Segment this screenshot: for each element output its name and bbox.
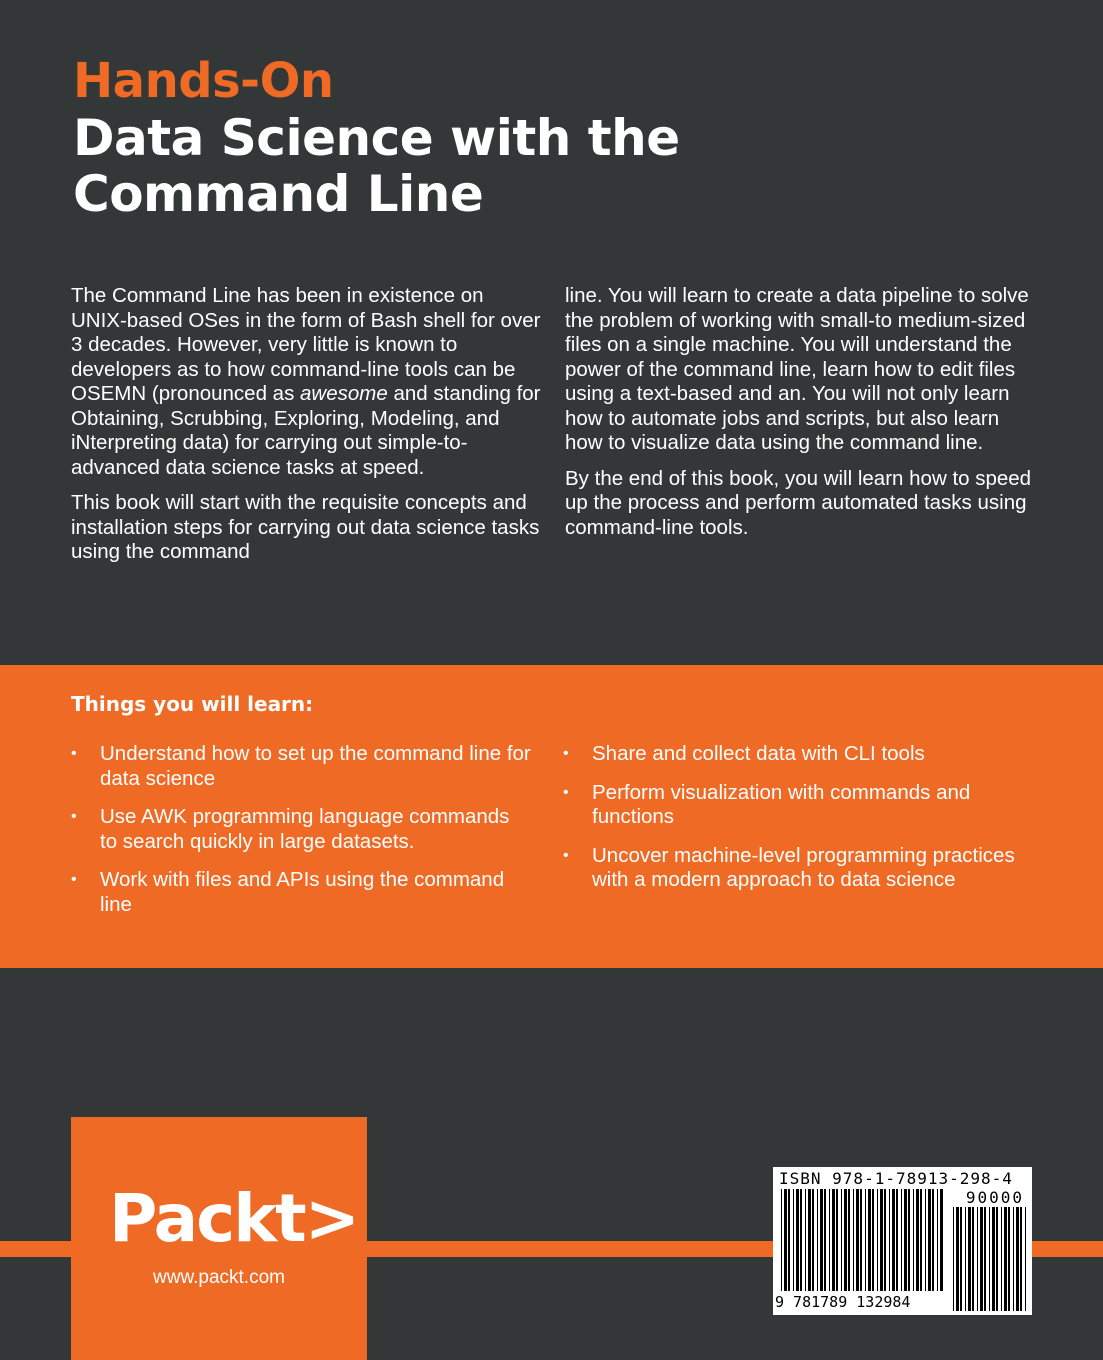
barcode-bar (781, 1189, 782, 1291)
emphasis-awesome: awesome (300, 382, 388, 405)
barcode-bar (788, 1189, 790, 1291)
barcode-bar (1016, 1207, 1019, 1311)
barcode-bar (968, 1207, 971, 1311)
barcode-bar (896, 1189, 898, 1291)
barcode-bar (960, 1207, 962, 1311)
barcode-bar (877, 1189, 878, 1291)
learn-list-left (71, 742, 531, 931)
barcode-bar (928, 1189, 931, 1291)
list-item: • Work with files and APIs using the command line (71, 868, 505, 916)
isbn-barcode (773, 1167, 1032, 1315)
list-item: • Understand how to set up the command line for data science (71, 742, 531, 790)
barcode-bar (1025, 1207, 1026, 1311)
barcode-bar (784, 1189, 787, 1291)
barcode-bar (932, 1189, 934, 1291)
bullet-icon: • (563, 745, 569, 762)
book-title-line-1: Data Science with the (73, 109, 680, 167)
barcode-bar (848, 1189, 850, 1291)
barcode-bar (977, 1207, 978, 1311)
barcode-bar (853, 1189, 854, 1291)
bullet-icon: • (563, 783, 569, 801)
publisher-logo-box (71, 1117, 367, 1360)
barcode-bar (808, 1189, 811, 1291)
barcode-bar (844, 1189, 847, 1291)
barcode-bar (992, 1207, 995, 1311)
barcode-bar (812, 1189, 814, 1291)
barcode-bar (989, 1207, 990, 1311)
barcode-bar (856, 1189, 859, 1291)
publisher-url: www.packt.com (153, 1267, 285, 1288)
barcode-bar (1001, 1207, 1002, 1311)
isbn-text: ISBN 978-1-78913-298-4 (779, 1169, 1013, 1188)
barcode-bar (996, 1207, 998, 1311)
barcode-bar (920, 1189, 922, 1291)
barcode-bar (868, 1189, 871, 1291)
list-item: • Perform visualization with commands and functions (563, 780, 971, 828)
description-paragraph: The Command Line has been in existence on UNIX-based OSes in the form of Bash shell for over 3 decades. However, very little is known to developers as to how command-line tools can be OSEMN (pronounced as awesome and standing for Obtaining, Scrubbing, Exploring, Modeling, and iNterpreting data) for carrying out simple-to-advanced data science tasks at speed. (71, 284, 541, 479)
book-title-line-2: Command Line (73, 165, 484, 223)
barcode-bar (829, 1189, 830, 1291)
packt-logo: Packt> (109, 1180, 359, 1257)
bullet-icon: • (71, 871, 77, 888)
barcode-bar (984, 1207, 986, 1311)
barcode-bar (872, 1189, 874, 1291)
ean-digits: 9 781789 132984 (775, 1293, 911, 1311)
barcode-bar (860, 1189, 862, 1291)
learn-list-right (563, 742, 1023, 907)
barcode-bar (953, 1207, 954, 1311)
barcode-bar (889, 1189, 890, 1291)
barcode-bar (800, 1189, 802, 1291)
barcode-bar (901, 1189, 902, 1291)
barcode-bar (836, 1189, 838, 1291)
barcode-bar (913, 1189, 914, 1291)
barcode-bar (841, 1189, 842, 1291)
list-item: • Uncover machine-level programming practices with a modern approach to data science (563, 843, 1015, 891)
learn-heading: Things you will learn: (71, 692, 314, 716)
barcode-bar (884, 1189, 886, 1291)
description-paragraph: This book will start with the requisite concepts and installation steps for carrying out data science tasks using the command (71, 491, 540, 563)
title-block (73, 52, 680, 222)
barcode-bar (1020, 1207, 1022, 1311)
book-subtitle: Hands-On (73, 53, 334, 109)
barcode-bar (972, 1207, 974, 1311)
barcode-bar (1013, 1207, 1014, 1311)
barcode-bar (980, 1207, 983, 1311)
price-addon-text: 90000 (965, 1188, 1024, 1207)
barcode-bar (865, 1189, 866, 1291)
barcode-bar (880, 1189, 883, 1291)
barcode-bar (937, 1189, 938, 1291)
barcode-bar (793, 1189, 794, 1291)
barcode-bar (965, 1207, 966, 1311)
description-paragraph: line. You will learn to create a data pipeline to solve the problem of working with small-to medium-sized files on a single machine. You will understand the power of the command line, learn how to edit files using a text-based and an. You will not only learn how to automate jobs and scripts, but also learn how to visualize data using the command line. (565, 284, 1029, 454)
barcode-bar (892, 1189, 895, 1291)
description-column-right (565, 284, 1040, 551)
barcode-bar (796, 1189, 799, 1291)
barcode-bar (832, 1189, 835, 1291)
barcode-bar (925, 1189, 926, 1291)
barcode-bar (1004, 1207, 1007, 1311)
barcode-bar (908, 1189, 910, 1291)
list-item: • Use AWK programming language commands to search quickly in large datasets. (71, 805, 510, 853)
bullet-icon: • (71, 745, 77, 762)
list-item: • Share and collect data with CLI tools (563, 742, 925, 765)
barcode-bar (940, 1189, 943, 1291)
barcode-bar (824, 1189, 826, 1291)
barcode-bar (1008, 1207, 1010, 1311)
description-column-left (71, 284, 541, 576)
barcode-bar (820, 1189, 823, 1291)
bullet-icon: • (563, 846, 569, 864)
barcode-bar (916, 1189, 919, 1291)
barcode-bar (805, 1189, 806, 1291)
description-paragraph: By the end of this book, you will learn how to speed up the process and perform automated tasks using command-line tools. (565, 466, 1032, 539)
barcode-bar (817, 1189, 818, 1291)
bullet-icon: • (71, 808, 77, 825)
barcode-bar (956, 1207, 959, 1311)
barcode-bar (904, 1189, 907, 1291)
